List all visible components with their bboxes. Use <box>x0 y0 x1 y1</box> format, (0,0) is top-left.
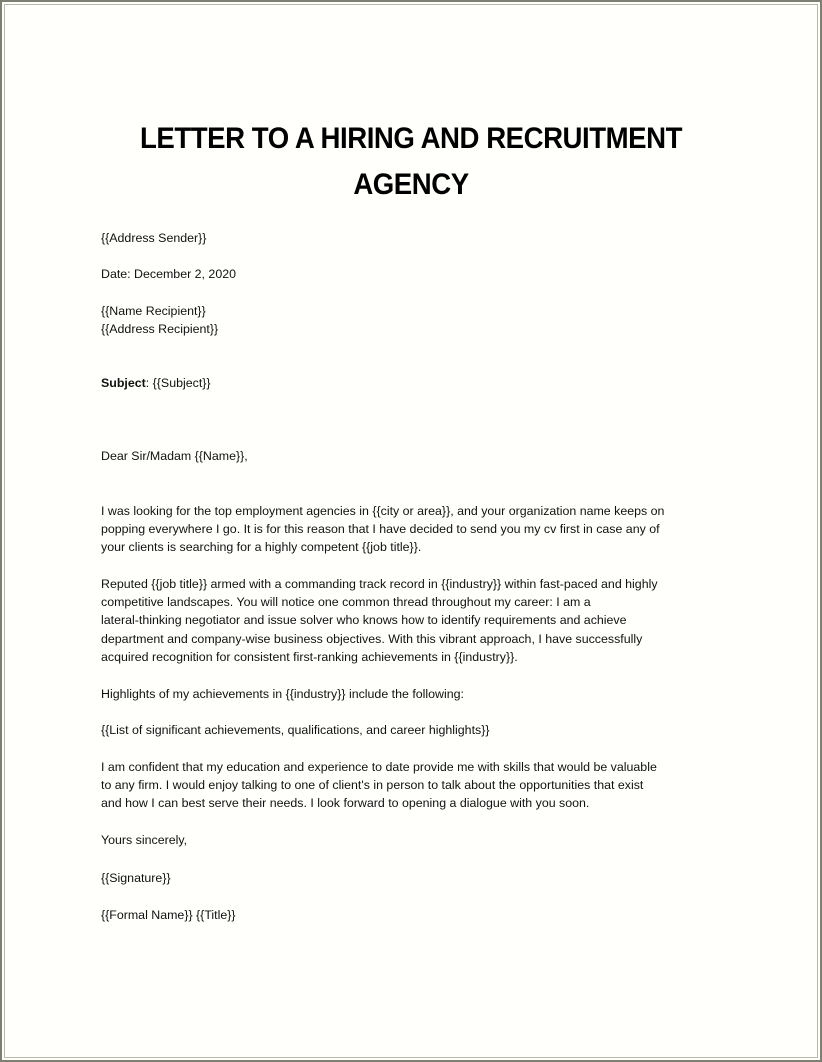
paragraph-experience <box>101 575 731 666</box>
subject-label: Subject <box>101 376 146 390</box>
paragraph-line: acquired recognition for consistent first-ranking achievements in {{industry}}. <box>101 649 518 664</box>
paragraph-line: lateral-thinking negotiator and issue solver who knows how to identify requirements and achieve <box>101 613 627 628</box>
title-line-2: AGENCY <box>353 168 469 201</box>
recipient-name: {{Name Recipient}} <box>101 304 206 318</box>
document-title <box>35 116 788 208</box>
closing: Yours sincerely, <box>101 833 188 847</box>
paragraph-line: Reputed {{job title}} armed with a commanding track record in {{industry}} within fast-paced and highly <box>101 577 658 591</box>
sender-address: {{Address Sender}} <box>101 231 207 245</box>
recipient-address: {{Address Recipient}} <box>101 322 219 336</box>
paragraph-line: and how I can best serve their needs. I look forward to opening a dialogue with you soon. <box>101 796 590 811</box>
paragraph-line: department and company-wise business objectives. With this vibrant approach, I have successfully <box>101 631 643 646</box>
paragraph-line: I was looking for the top employment agencies in {{city or area}}, and your organization name keeps on <box>101 504 665 518</box>
salutation: Dear Sir/Madam {{Name}}, <box>101 449 248 463</box>
paragraph-intro <box>101 502 731 557</box>
letter-date: Date: December 2, 2020 <box>101 267 236 281</box>
highlights-intro: Highlights of my achievements in {{industry}} include the following: <box>101 687 464 701</box>
paragraph-line: your clients is searching for a highly competent {{job title}}. <box>101 540 422 555</box>
title-line-1: LETTER TO A HIRING AND RECRUITMENT <box>140 122 682 155</box>
subject-line <box>101 374 211 392</box>
paragraph-line: competitive landscapes. You will notice one common thread throughout my career: I am a <box>101 595 591 610</box>
signature: {{Signature}} <box>101 871 171 885</box>
formal-name-title: {{Formal Name}} {{Title}} <box>101 908 236 922</box>
paragraph-closing <box>101 758 731 813</box>
paragraph-line: popping everywhere I go. It is for this reason that I have decided to send you my cv first in case any of <box>101 522 660 537</box>
highlights-list: {{List of significant achievements, qualifications, and career highlights}} <box>101 723 490 737</box>
paragraph-line: to any firm. I would enjoy talking to one of client's in person to talk about the opportunities that exist <box>101 778 644 793</box>
subject-value: : {{Subject}} <box>145 376 211 390</box>
paragraph-line: I am confident that my education and experience to date provide me with skills that would be valuable <box>101 760 657 774</box>
